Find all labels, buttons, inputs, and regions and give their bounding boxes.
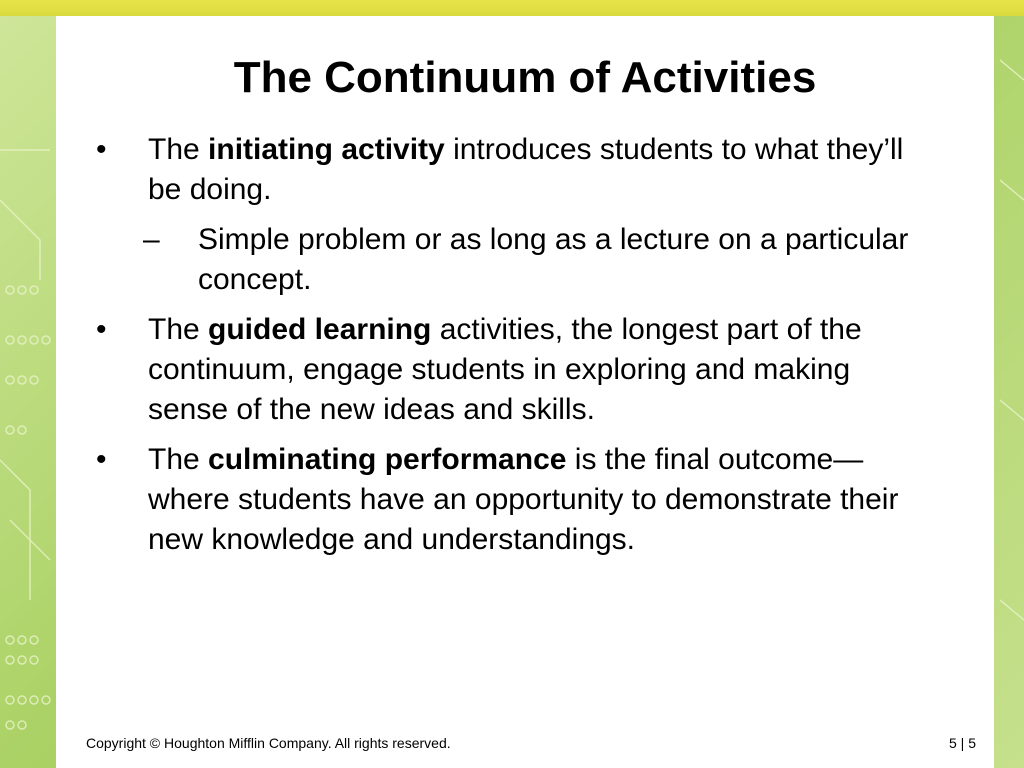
bullet-marker: • — [96, 443, 107, 476]
bullet-item — [96, 440, 936, 560]
bullet-item — [96, 130, 936, 210]
bullet-emphasis: initiating activity — [208, 133, 445, 166]
bullet-text: The — [148, 133, 209, 166]
page-number: 5 | 5 — [949, 735, 976, 751]
bullet-text: activities, the longest part of the continuum, engage students in exploring and making sense of the new ideas and skills. — [148, 313, 862, 426]
bullet-emphasis: guided learning — [208, 313, 432, 346]
bullet-marker: • — [96, 313, 107, 346]
bullet-marker: • — [96, 133, 107, 166]
bullet-text: introduces students to what they’ll be doing. — [148, 133, 904, 206]
slide-title: The Continuum of Activities — [233, 53, 817, 102]
copyright-footer: Copyright © Houghton Mifflin Company. All rights reserved. — [86, 735, 451, 751]
bullet-emphasis: culminating performance — [208, 443, 567, 476]
sub-bullet-item — [96, 220, 936, 300]
bullet-list — [96, 130, 936, 570]
sub-bullet-text: Simple problem or as long as a lecture on a particular concept. — [198, 223, 909, 296]
bullet-text: is the final outcome—where students have an opportunity to demonstrate their new knowledge and understandings. — [148, 443, 899, 556]
bullet-text: The — [148, 443, 209, 476]
bullet-text: The — [148, 313, 209, 346]
bullet-item — [96, 310, 936, 430]
dash-marker: – — [143, 223, 160, 256]
